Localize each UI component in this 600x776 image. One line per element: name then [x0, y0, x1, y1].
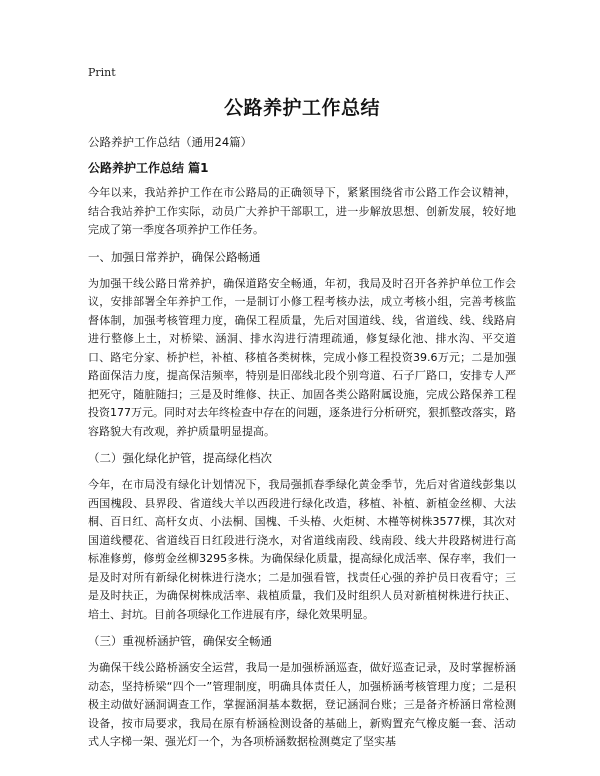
- print-label: Print: [88, 66, 116, 79]
- section-paragraph-2: 今年，在市局没有绿化计划情况下，我局强抓春季绿化黄金季节，先后对省道线彭集以西国槐段、县界段、省道线大羊以西段进行绿化改造，移植、补植、新植金丝柳、大法桐、百日红、高杆女贞、小法桐、国槐、千头椿、火炬树、木槿等树株3577棵，其次对国道线樱花、省道线百日红段进行浇水，对省道线南段、线南段、线大井段路树进行高标准修剪，修剪金丝柳3295多株。为确保绿化质量，提高绿化成活率、保存率，我们一是及时对所有新绿化树株进行浇水；二是加强看管，找责任心强的养护员日夜看守；三是及时扶正，为确保树株成活率、栽植质量，我们及时组织人员对新植树株进行扶正、培土、封坑。目前各项绿化工作进展有序，绿化效果明显。: [88, 478, 516, 621]
- section-heading-1: 一、加强日常养护，确保公路畅通: [88, 249, 261, 264]
- section-heading-2: （二）强化绿化护管，提高绿化档次: [88, 451, 272, 465]
- intro-paragraph: 今年以来，我站养护工作在市公路局的正确领导下，紧紧围绕省市公路工作会议精神，结合我站养护工作实际，动员广大养护干部职工，进一步解放思想、创新发展，较好地完成了第一季度各项养护工作任务。: [88, 186, 516, 236]
- document-title: 公路养护工作总结: [223, 97, 380, 119]
- section-heading-3: （三）重视桥涵护管，确保安全畅通: [88, 634, 272, 648]
- article-heading: 公路养护工作总结 篇1: [88, 161, 209, 175]
- section-paragraph-1: 为加强干线公路日常养护，确保道路安全畅通，年初，我局及时召开各养护单位工作会议，安排部署全年养护工作，一是制订小修工程考核办法，成立考核小组，完善考核监督体制，加强考核管理力度，确保工程质量，先后对国道线、线，省道线、线、线路肩进行整修上土，对桥梁、涵洞、排水沟进行清理疏通，修复绿化池、排水沟、平交道口、路宅分家、桥护栏，补植、移植各类树株，完成小修工程投资39.6万元；二是加强路面保洁力度，提高保洁频率，特别是旧邵线北段个别弯道、石子厂路口，安排专人严把死守，随脏随扫；三是及时维修、扶正、加固各类公路附属设施，完成公路保养工程投资177万元。同时对去年终检查中存在的问题，逐条进行分析研究，狠抓整改落实，路容路貌大有改观，养护质量明显提高。: [88, 276, 516, 438]
- section-paragraph-3: 为确保干线公路桥涵安全运营，我局一是加强桥涵巡查，做好巡查记录，及时掌握桥涵动态，坚持桥梁“四个一”管理制度，明确具体责任人，加强桥涵考核管理力度；二是积极主动做好涵洞调查工作，掌握涵洞基本数据，登记涵洞台账；三是备齐桥涵日常检测设备，按市局要求，我局在原有桥涵检测设备的基础上，新购置充气橡皮艇一套、活动式人字梯一架、强光灯一个，为各项桥涵数据检测奠定了坚实基: [88, 661, 516, 748]
- document-subtitle: 公路养护工作总结（通用24篇）: [88, 135, 253, 149]
